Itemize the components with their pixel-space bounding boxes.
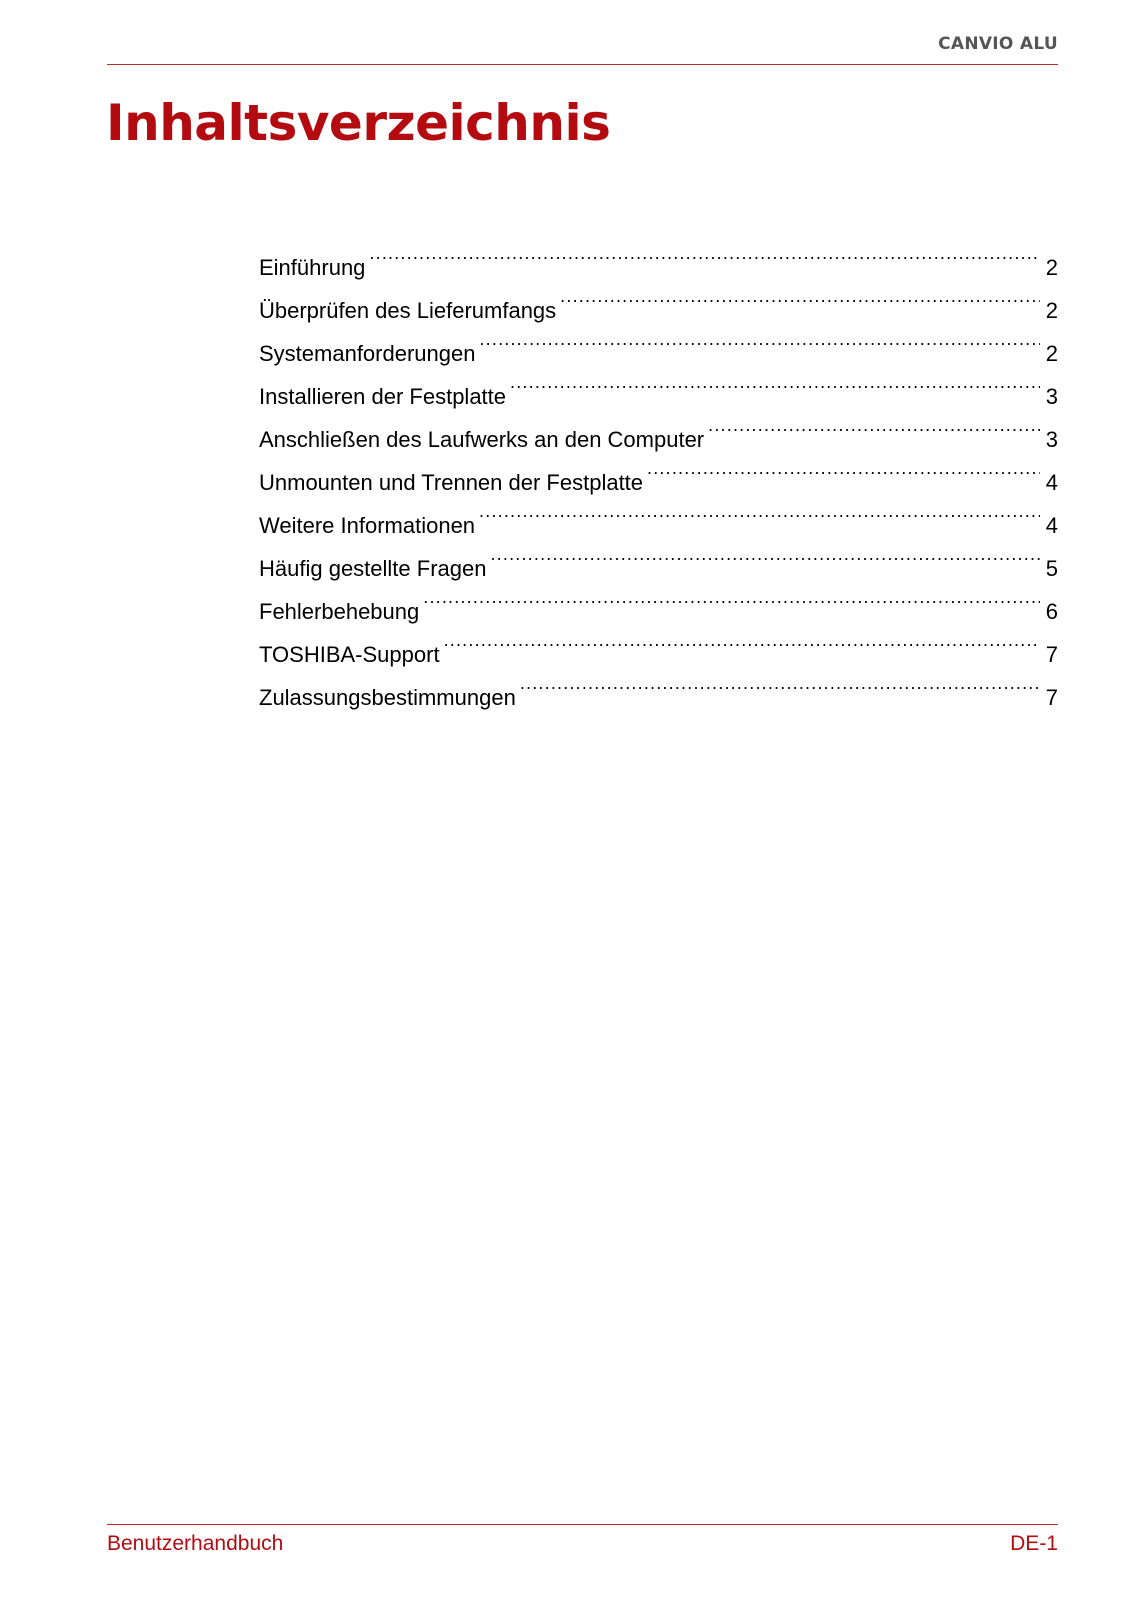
toc-entry-page: 4 xyxy=(1045,513,1058,538)
toc-entry-label: Weitere Informationen xyxy=(259,513,476,538)
toc-entry-label: Einführung xyxy=(259,255,366,280)
page-title: Inhaltsverzeichnis xyxy=(106,94,611,152)
toc-dot-leader xyxy=(647,447,1040,490)
toc-entry-introduction[interactable] xyxy=(259,232,1058,280)
toc-entry-package-contents[interactable] xyxy=(259,275,1058,323)
toc-dot-leader xyxy=(369,232,1039,275)
toc-dot-leader xyxy=(490,533,1039,576)
toc-entry-page: 3 xyxy=(1045,427,1058,452)
toc-dot-leader xyxy=(560,275,1040,318)
toc-dot-leader xyxy=(479,490,1040,533)
toc-dot-leader xyxy=(479,318,1039,361)
toc-entry-page: 7 xyxy=(1045,642,1058,667)
toc-entry-label: Überprüfen des Lieferumfangs xyxy=(259,298,557,323)
toc-entry-page: 7 xyxy=(1045,685,1058,710)
toc-entry-page: 4 xyxy=(1045,470,1058,495)
table-of-contents xyxy=(259,232,1058,710)
toc-dot-leader xyxy=(708,404,1040,447)
toc-entry-label: Unmounten und Trennen der Festplatte xyxy=(259,470,644,495)
toc-entry-page: 2 xyxy=(1045,341,1058,366)
footer-manual-title: Benutzerhandbuch xyxy=(107,1532,284,1555)
toc-entry-page: 6 xyxy=(1045,599,1058,624)
toc-entry-label: TOSHIBA-Support xyxy=(259,642,440,667)
toc-dot-leader xyxy=(444,619,1040,662)
toc-entry-page: 5 xyxy=(1045,556,1058,581)
toc-entry-page: 2 xyxy=(1045,255,1058,280)
toc-dot-leader xyxy=(510,361,1040,404)
toc-entry-label: Häufig gestellte Fragen xyxy=(259,556,487,581)
toc-entry-label: Systemanforderungen xyxy=(259,341,476,366)
toc-entry-page: 3 xyxy=(1045,384,1058,409)
toc-entry-label: Anschließen des Laufwerks an den Computer xyxy=(259,427,705,452)
footer-rule xyxy=(107,1524,1058,1525)
header-rule xyxy=(107,64,1058,65)
toc-entry-label: Installieren der Festplatte xyxy=(259,384,507,409)
toc-entry-label: Fehlerbehebung xyxy=(259,599,420,624)
toc-entry-page: 2 xyxy=(1045,298,1058,323)
toc-dot-leader xyxy=(423,576,1040,619)
header-brand: CANVIO ALU xyxy=(938,34,1058,54)
footer-page-number: DE-1 xyxy=(1010,1532,1058,1555)
toc-dot-leader xyxy=(520,662,1040,705)
toc-entry-label: Zulassungsbestimmungen xyxy=(259,685,516,710)
